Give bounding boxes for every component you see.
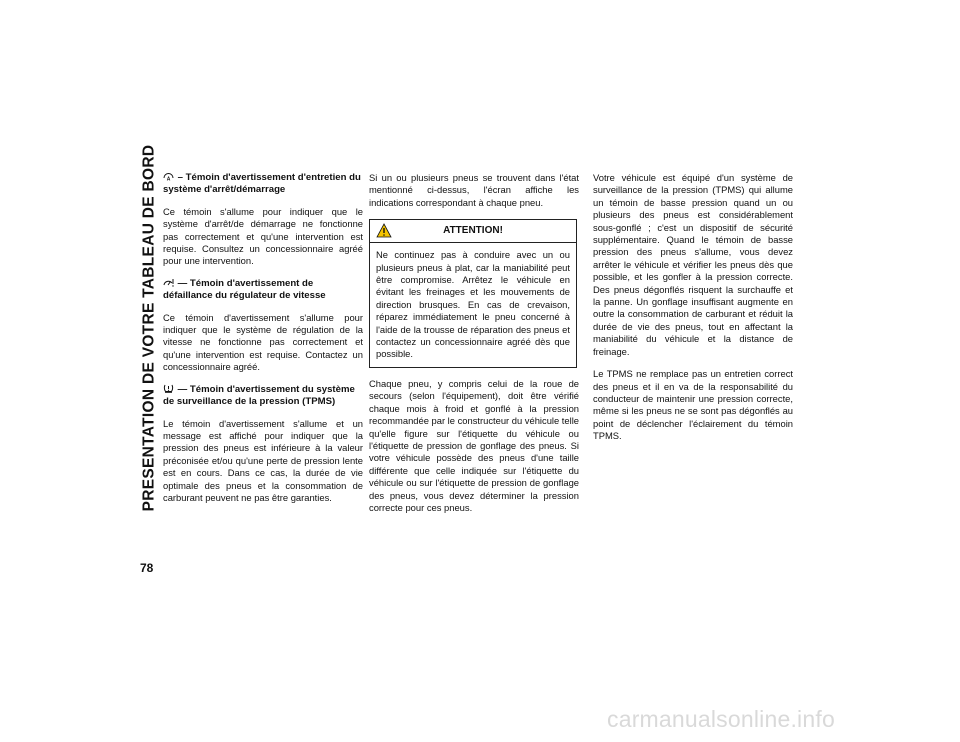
warning-text: Ne continuez pas à conduire avec un ou plusieurs pneus à plat, car la maniabilité peut être compromise. Arrêtez le véhicule en évitant les freinages et les mouvements de direction brusques. En cas de crevaison, réparez immédiatement le pneu concerné à l'aide de la trousse de réparation des pneus et contactez un concessionnaire agréé dès que possible. [376,249,570,360]
watermark: carmanualsonline.info [607,706,835,732]
heading-tpms: — Témoin d'avertissement du système de surveillance de la pression (TPMS) [163,383,355,408]
paragraph-speed-control: Ce témoin d'avertissement s'allume pour indiquer que le système de régulation de la vitesse ne fonctionne pas correctement et qu'une intervention est requise. Contactez un concessionnaire agréé. [163,311,363,373]
warning-title: ATTENTION! [443,225,503,237]
column-left [163,172,363,514]
warning-header [370,220,576,243]
paragraph-tire-display: Si un ou plusieurs pneus se trouvent dans l'état mentionné ci-dessus, l'écran affiche les indications correspondant à chaque pneu. [369,172,579,208]
section-side-title: PRESENTATION DE VOTRE TABLEAU DE BORD [140,144,158,512]
paragraph-tire-check: Chaque pneu, y compris celui de la roue de secours (selon l'équipement), doit être vérifié chaque mois à froid et gonflé à la pression recommandée par le constructeur du véhicule telle qu'elle figure sur l'étiquette du véhicule ou l'étiquette de pression de gonflage des pneus. Si votre véhicule possède des pneus d'une taille différente que celle indiquée sur l'étiquette du véhicule ou sur l'étiquette de pression de gonflage des pneus, vous devez déterminer la pression correcte pour ces pneus. [369,377,580,513]
heading-speed-control: — Témoin d'avertissement de défaillance du régulateur de vitesse [163,277,326,302]
column-middle [369,172,579,524]
speed-control-fault-icon [163,278,174,287]
page-number: 78 [140,561,154,575]
paragraph-tpms-system: Votre véhicule est équipé d'un système de surveillance de la pression (TPMS) qui allume un témoin de basse pression quand un ou plusieurs des pneus est considérablement sous-gonflé ; c'est un dispositif de sécurité supplémentaire. Quand le témoin de basse pression des pneus s'allume, vous devez arrêter le véhicule et vérifier les pneus dès que possible, et les gonfler à la pression correcte. Des pneus dégonflés risquent la surchauffe et la panne. Un gonflage insuffisant augmente en outre la consommation de carburant et réduit la durée de vie des pneus, tout en affectant la maniabilité du véhicule et la distance de freinage. [593,172,793,357]
heading-start-stop: A – Témoin d'avertissement d'entretien du système d'arrêt/démarrage [163,172,361,196]
warning-box [369,219,577,368]
paragraph-tpms: Le témoin d'avertissement s'allume et un message est affiché pour indiquer que la pression des pneus est inférieure à la valeur préconisée et/ou qu'une perte de pression lente est en cours. Dans ce cas, la durée de vie optimale des pneus et la consommation de carburant peuvent ne pas être garanties. [163,417,363,503]
paragraph-start-stop: Ce témoin s'allume pour indiquer que le système d'arrêt/de démarrage ne fonctionne pas correctement et qu'une intervention est requise. Consultez un concessionnaire agréé pour une intervention. [163,205,363,267]
start-stop-service-icon [163,172,174,181]
warning-triangle-icon [376,223,392,238]
tpms-icon [163,384,174,393]
column-right [593,172,793,453]
paragraph-tpms-responsibility: Le TPMS ne remplace pas un entretien correct des pneus et il en va de la responsabilité du conducteur de maintenir une pression correcte, même si les pneus ne se sont pas dégonflés au point de déclencher l'éclairement du témoin TPMS. [593,368,793,442]
svg-text:A: A [166,176,171,181]
